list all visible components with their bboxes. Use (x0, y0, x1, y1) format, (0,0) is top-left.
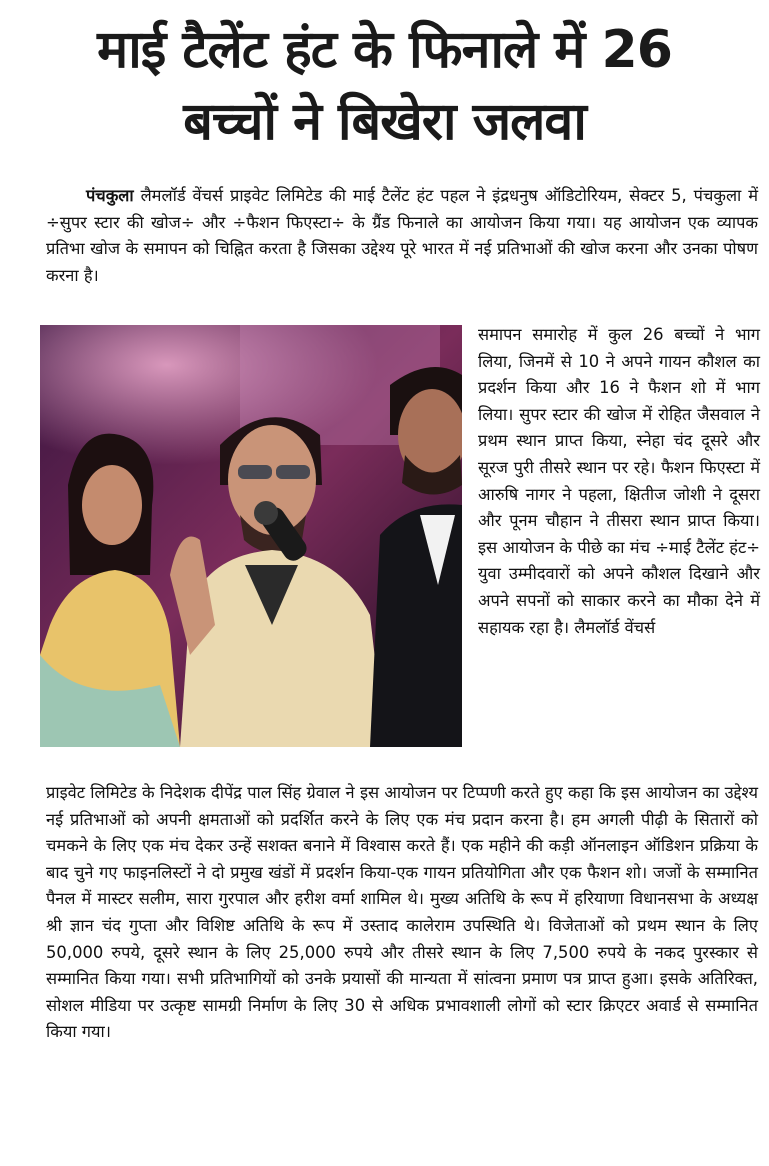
paragraph-1-text: लैमलॉर्ड वेंचर्स प्राइवेट लिमिटेड की माई टैलेंट हंट पहल ने इंद्रधनुष ऑडिटोरियम, सेक्टर 5, पंचकुला में ÷सुपर स्टार की खोज÷ और ÷फैशन फिएस्टा÷ के ग्रैंड फिनाले का आयोजन किया गया। यह आयोजन एक व्यापक प्रतिभा खोज के समापन को चिह्नित करता है जिसका उद्देश्य पूरे भारत में नई प्रतिभाओं की खोज करना और उनका पोषण करना है। (46, 186, 758, 285)
headline (0, 14, 769, 158)
headline-line-2: बच्चों ने बिखेरा जलवा (183, 92, 586, 152)
headline-line-1: माई टैलेंट हंट के फिनाले में 26 (97, 20, 672, 80)
article-paragraph-1 (46, 183, 758, 289)
article-paragraph-3: प्राइवेट लिमिटेड के निदेशक दीपेंद्र पाल सिंह ग्रेवाल ने इस आयोजन पर टिप्पणी करते हुए कहा कि इस आयोजन का उद्देश्य नई प्रतिभाओं को अपनी क्षमताओं को प्रदर्शित करने के लिए एक मंच प्रदान करना है। हम अगली पीढ़ी के सितारों को चमकने के लिए एक मंच देकर उन्हें सशक्त बनाने में विश्वास करते हैं। एक महीने की कड़ी ऑनलाइन ऑडिशन प्रक्रिया के बाद चुने गए फाइनलिस्टों ने दो प्रमुख खंडों में प्रदर्शन किया-एक गायन प्रतियोगिता और एक फैशन शो। जजों के सम्मानित पैनल में मास्टर सलीम, सारा गुरपाल और हरीश वर्मा शामिल थे। मुख्य अतिथि के रूप में हरियाणा विधानसभा के अध्यक्ष श्री ज्ञान चंद गुप्ता और विशिष्ट अतिथि के रूप में उस्ताद कालेराम उपस्थिति थे। विजेताओं को प्रथम स्थान के लिए 50,000 रुपये, दूसरे स्थान के लिए 25,000 रुपये और तीसरे स्थान के लिए 7,500 रुपये के नकद पुरस्कार से सम्मानित किया गया। सभी प्रतिभागियों को उनके प्रयासों की मान्यता में सांत्वना प्रमाण पत्र प्राप्त हुआ। इसके अतिरिक्त, सोशल मीडिया पर उत्कृष्ट सामग्री निर्माण के लिए 30 से अधिक प्रभावशाली लोगों को स्टार क्रिएटर अवार्ड से सम्मानित किया गया। (46, 783, 758, 1042)
event-photo (40, 325, 462, 747)
article-paragraph-2: समापन समारोह में कुल 26 बच्चों ने भाग लिया, जिनमें से 10 ने अपने गायन कौशल का प्रदर्शन किया और 16 ने फैशन शो में भाग लिया। सुपर स्टार की खोज में रोहित जैसवाल ने प्रथम स्थान प्राप्त किया, स्नेहा चंद दूसरे और सूरज पुरी तीसरे स्थान पर रहे। फैशन फिएस्टा में आरुषि नागर ने पहला, क्षितीज जोशी ने दूसरा और पूनम चौहान ने तीसरा स्थान प्राप्त किया। इस आयोजन के पीछे का मंच ÷माई टैलेंट हंट÷ युवा उम्मीदवारों को अपने कौशल दिखाने और अपने सपनों को साकार करने का मौका देने में सहायक रहा है। लैमलॉर्ड वेंचर्स (478, 325, 760, 637)
dateline: पंचकुला (86, 186, 134, 205)
